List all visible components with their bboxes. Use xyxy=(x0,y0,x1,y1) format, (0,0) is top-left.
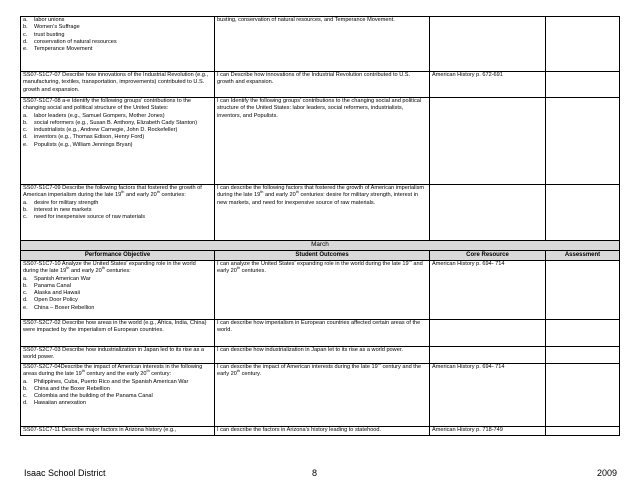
header-assessment: Assessment xyxy=(546,251,620,261)
resource-cell: American History p. 694- 714 xyxy=(430,364,546,427)
list-item: e. Populists (e.g., William Jennings Bryan) xyxy=(23,141,133,148)
assessment-cell xyxy=(546,320,620,347)
month-label: March xyxy=(21,241,620,251)
table-row xyxy=(21,98,620,185)
list-item: d. inventors (e.g., Thomas Edison, Henry Ford) xyxy=(23,134,145,141)
assessment-cell xyxy=(546,72,620,98)
list-item: d. conservation of natural resources xyxy=(23,38,117,45)
objective-cell xyxy=(21,17,215,72)
resource-cell xyxy=(430,347,546,364)
outcome-cell: I can Identify the following groups’ contributions to the changing social and political structure of the United States: labor leaders, social reformers, industrialists, inventors, and Populists. xyxy=(215,98,430,185)
list-item: c. need for inexpensive source of raw materials xyxy=(23,214,145,221)
table-row xyxy=(21,427,620,436)
district-name: Isaac School District xyxy=(24,468,106,478)
outcome-cell: busting, conservation of natural resources, and Temperance Movement. xyxy=(215,17,430,72)
list-item: e. Temperance Movement xyxy=(23,46,93,53)
list-item: a. desire for military strength xyxy=(23,199,99,206)
list-item: b. China and the Boxer Rebellion xyxy=(23,385,110,392)
table-row xyxy=(21,17,620,72)
table-row xyxy=(21,185,620,241)
table-row xyxy=(21,347,620,364)
outcome-cell: I can Describe how innovations of the Industrial Revolution contributed to U.S. growth and expansion. xyxy=(215,72,430,98)
objective-cell: SS07-S2C7-02 Describe how areas in the world (e.g., Africa, India, China) were impacted by the imperialism of European countries. xyxy=(21,320,215,347)
objective-cell: SS07-S1C7-09 Describe the following factors that fostered the growth of American imperialism during the late 19th and early 20th centuries: a. desire for military strength b. interest in new markets c. need for inexpensive source of raw materials xyxy=(21,185,215,241)
curriculum-table xyxy=(20,16,620,436)
table-row xyxy=(21,72,620,98)
outcome-cell: I can describe how industrialization in Japan let to its rise as a world power. xyxy=(215,347,430,364)
header-row xyxy=(21,251,620,261)
objective-cell: SS07-S1C7-07 Describe how innovations of the Industrial Revolution (e.g., manufacturing, textiles, transportation, improvements) contributed to U.S. growth and expansion. xyxy=(21,72,215,98)
table-row xyxy=(21,261,620,320)
objective-cell: SS07-S1C7-08 a-e Identify the following groups’ contributions to the changing social and political structure of the United States: a. labor leaders (e.g., Samuel Gompers, Mother Jones) b. social reformers (e.g., Susan B. Anthony, Elizabeth Cady Stanton) c. industrialists (e.g., Andrew Carnegie, John D. Rockefeller) d. inventors (e.g., Thomas Edison, Henry Ford) e. Populists (e.g., William Jennings Bryan) xyxy=(21,98,215,185)
list-item: b. Panama Canal xyxy=(23,282,72,289)
list-item: c. trust busting xyxy=(23,31,65,38)
list-item: b. social reformers (e.g., Susan B. Anthony, Elizabeth Cady Stanton) xyxy=(23,119,198,126)
table-row xyxy=(21,320,620,347)
list-item: a. Spanish American War xyxy=(23,275,91,282)
assessment-cell xyxy=(546,364,620,427)
resource-cell: American History p. 718-749 xyxy=(430,427,546,436)
list-item: c. Alaska and Hawaii xyxy=(23,290,81,297)
objective-cell: SS07-S2C7-03 Describe how industrialization in Japan led to its rise as a world power. xyxy=(21,347,215,364)
assessment-cell xyxy=(546,17,620,72)
resource-cell xyxy=(430,185,546,241)
outcome-cell: I can describe the impact of American interests during the late 19th century and the early 20th century. xyxy=(215,364,430,427)
resource-cell: American History p. 672-691 xyxy=(430,72,546,98)
page-number: 8 xyxy=(312,468,318,478)
list-item: a. Philippines, Cuba, Puerto Rico and the Spanish American War xyxy=(23,378,189,385)
assessment-cell xyxy=(546,347,620,364)
header-objective: Performance Objective xyxy=(21,251,215,261)
list-item: d. Hawaiian annexation xyxy=(23,400,86,407)
table-row xyxy=(21,364,620,427)
outcome-cell: I can describe how imperialism in European countries affected certain areas of the world. xyxy=(215,320,430,347)
resource-cell xyxy=(430,98,546,185)
list-item: c. industrialists (e.g., Andrew Carnegie, John D. Rockefeller) xyxy=(23,127,178,134)
list-item: d. Open Door Policy xyxy=(23,297,78,304)
objective-cell: SS07-S1C7-10 Analyze the United States’ expanding role in the world during the late 19th and early 20th centuries: a. Spanish American War b. Panama Canal c. Alaska and Hawaii d. Open Door Policy e. China – Boxer Rebellion xyxy=(21,261,215,320)
list-item: c. Colombia and the building of the Panama Canal xyxy=(23,393,153,400)
objective-cell: SS07-S1C7-11 Describe major factors in Arizona history (e.g., xyxy=(21,427,215,436)
header-outcomes: Student Outcomes xyxy=(215,251,430,261)
footer-year: 2009 xyxy=(596,468,617,478)
assessment-cell xyxy=(546,427,620,436)
header-resource: Core Resource xyxy=(430,251,546,261)
page-footer xyxy=(20,468,619,484)
list-item: e. China – Boxer Rebellion xyxy=(23,304,95,311)
assessment-cell xyxy=(546,261,620,320)
list-item: a. labor leaders (e.g., Samuel Gompers, Mother Jones) xyxy=(23,112,165,119)
resource-cell xyxy=(430,320,546,347)
list-item: b. interest in new markets xyxy=(23,206,92,213)
outcome-cell: I can analyze the United States’ expanding role in the world during the late 19th and early 20th centuries. xyxy=(215,261,430,320)
assessment-cell xyxy=(546,185,620,241)
list-item: a. labor unions xyxy=(23,17,65,23)
outcome-cell: I can describe the factors in Arizona’s history leading to statehood. xyxy=(215,427,430,436)
assessment-cell xyxy=(546,98,620,185)
resource-cell xyxy=(430,17,546,72)
resource-cell: American History p. 694- 714 xyxy=(430,261,546,320)
objective-cell: SS07-S2C7-04Describe the impact of American interests in the following areas during the late 19th century and the early 20th century: a. Philippines, Cuba, Puerto Rico and the Spanish American War b. China and the Boxer Rebellion c. Colombia and the building of the Panama Canal d. Hawaiian annexation xyxy=(21,364,215,427)
list-item: b. Women’s Suffrage xyxy=(23,24,80,31)
outcome-cell: I can describe the following factors that fostered the growth of American imperialism during the late 19th and early 20th centuries: desire for military strength, interest in new markets, and need for inexpensive source of raw materials. xyxy=(215,185,430,241)
month-row xyxy=(21,241,620,251)
